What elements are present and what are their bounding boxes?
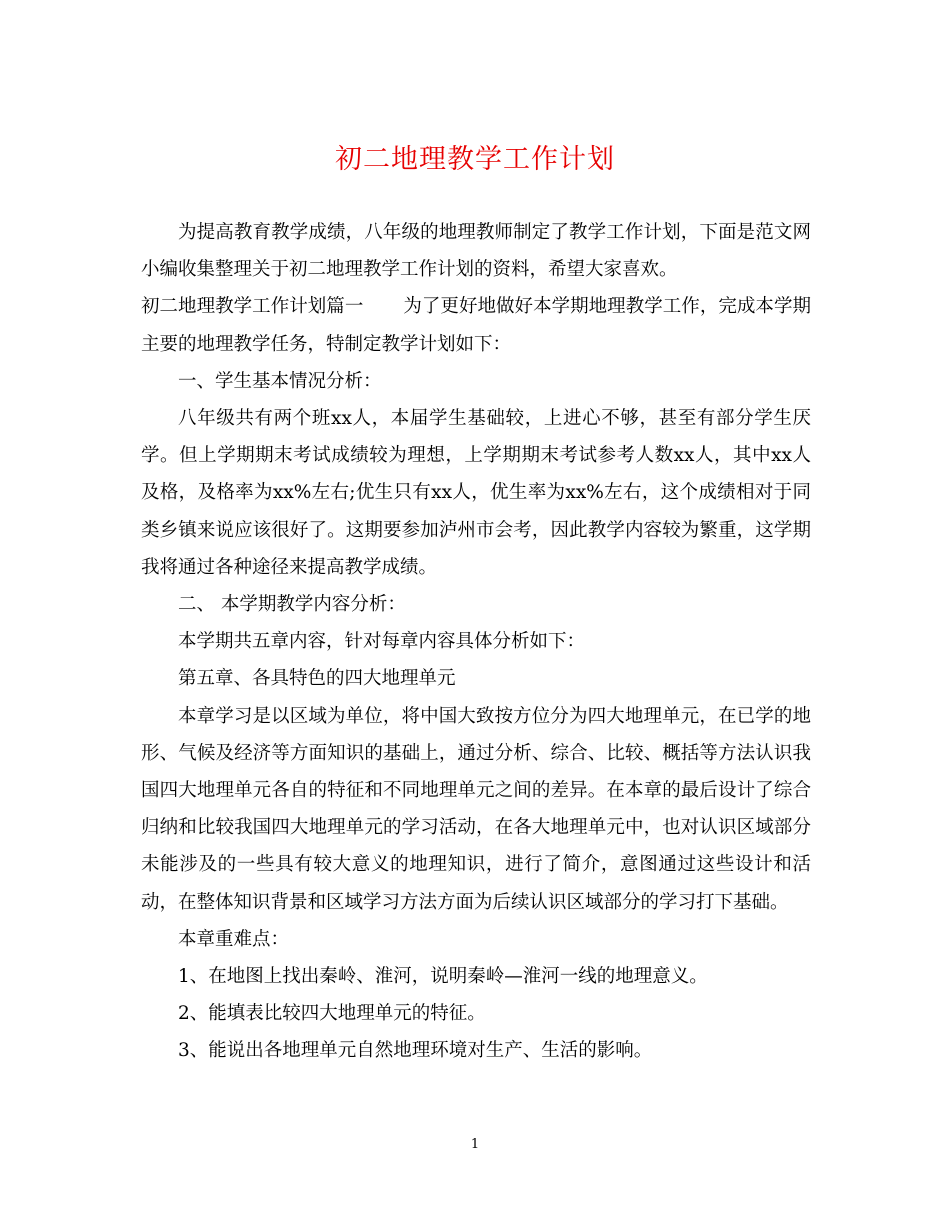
- key-points-heading: 本章重难点：: [178, 928, 290, 950]
- document-title: 初二地理教学工作计划: [335, 144, 615, 175]
- section-label: 初二地理教学工作计划篇一: [141, 296, 364, 318]
- document-body: [141, 214, 811, 1070]
- intro-paragraph: 为提高教育教学成绩，八年级的地理教师制定了教学工作计划，下面是范文网小编收集整理关于初二地理教学工作计划的资料，希望大家喜欢。: [141, 222, 811, 281]
- heading-content-analysis: 二、 本学期教学内容分析：: [178, 594, 406, 616]
- key-point-item: 3、能说出各地理单元自然地理环境对生产、生活的影响。: [178, 1040, 653, 1062]
- content-overview-paragraph: 本学期共五章内容，针对每章内容具体分析如下：: [178, 631, 586, 653]
- key-point-item: 2、能填表比较四大地理单元的特征。: [178, 1003, 486, 1025]
- heading-student-analysis: 一、学生基本情况分析：: [178, 370, 382, 392]
- section-paragraph: [141, 288, 811, 362]
- page-number: 1: [470, 1137, 480, 1152]
- chapter-description-paragraph: 本章学习是以区域为单位，将中国大致按方位分为四大地理单元，在已学的地形、气候及经济等方面知识的基础上，通过分析、综合、比较、概括等方法认识我国四大地理单元各自的特征和不同地理单元之间的差异。在本章的最后设计了综合归纳和比较我国四大地理单元的学习活动，在各大地理单元中，也对认识区域部分未能涉及的一些具有较大意义的地理知识，进行了简介，意图通过这些设计和活动，在整体知识背景和区域学习方法方面为后续认识区域部分的学习打下基础。: [141, 705, 811, 913]
- key-point-item: 1、在地图上找出秦岭、淮河，说明秦岭—淮河一线的地理意义。: [178, 966, 708, 988]
- section-intro: 为了更好地做好本学期地理教学工作，完成本学期主要的地理教学任务，特制定教学计划如下：: [141, 296, 811, 355]
- chapter-title: 第五章、各具特色的四大地理单元: [178, 668, 456, 690]
- student-analysis-paragraph: 八年级共有两个班xx人，本届学生基础较，上进心不够，甚至有部分学生厌学。但上学期期末考试成绩较为理想，上学期期末考试参考人数xx人，其中xx人及格，及格率为xx%左右;优生只有xx人，优生率为xx%左右，这个成绩相对于同类乡镇来说应该很好了。这期要参加泸州市会考，因此教学内容较为繁重，这学期我将通过各种途径来提高教学成绩。: [141, 408, 811, 578]
